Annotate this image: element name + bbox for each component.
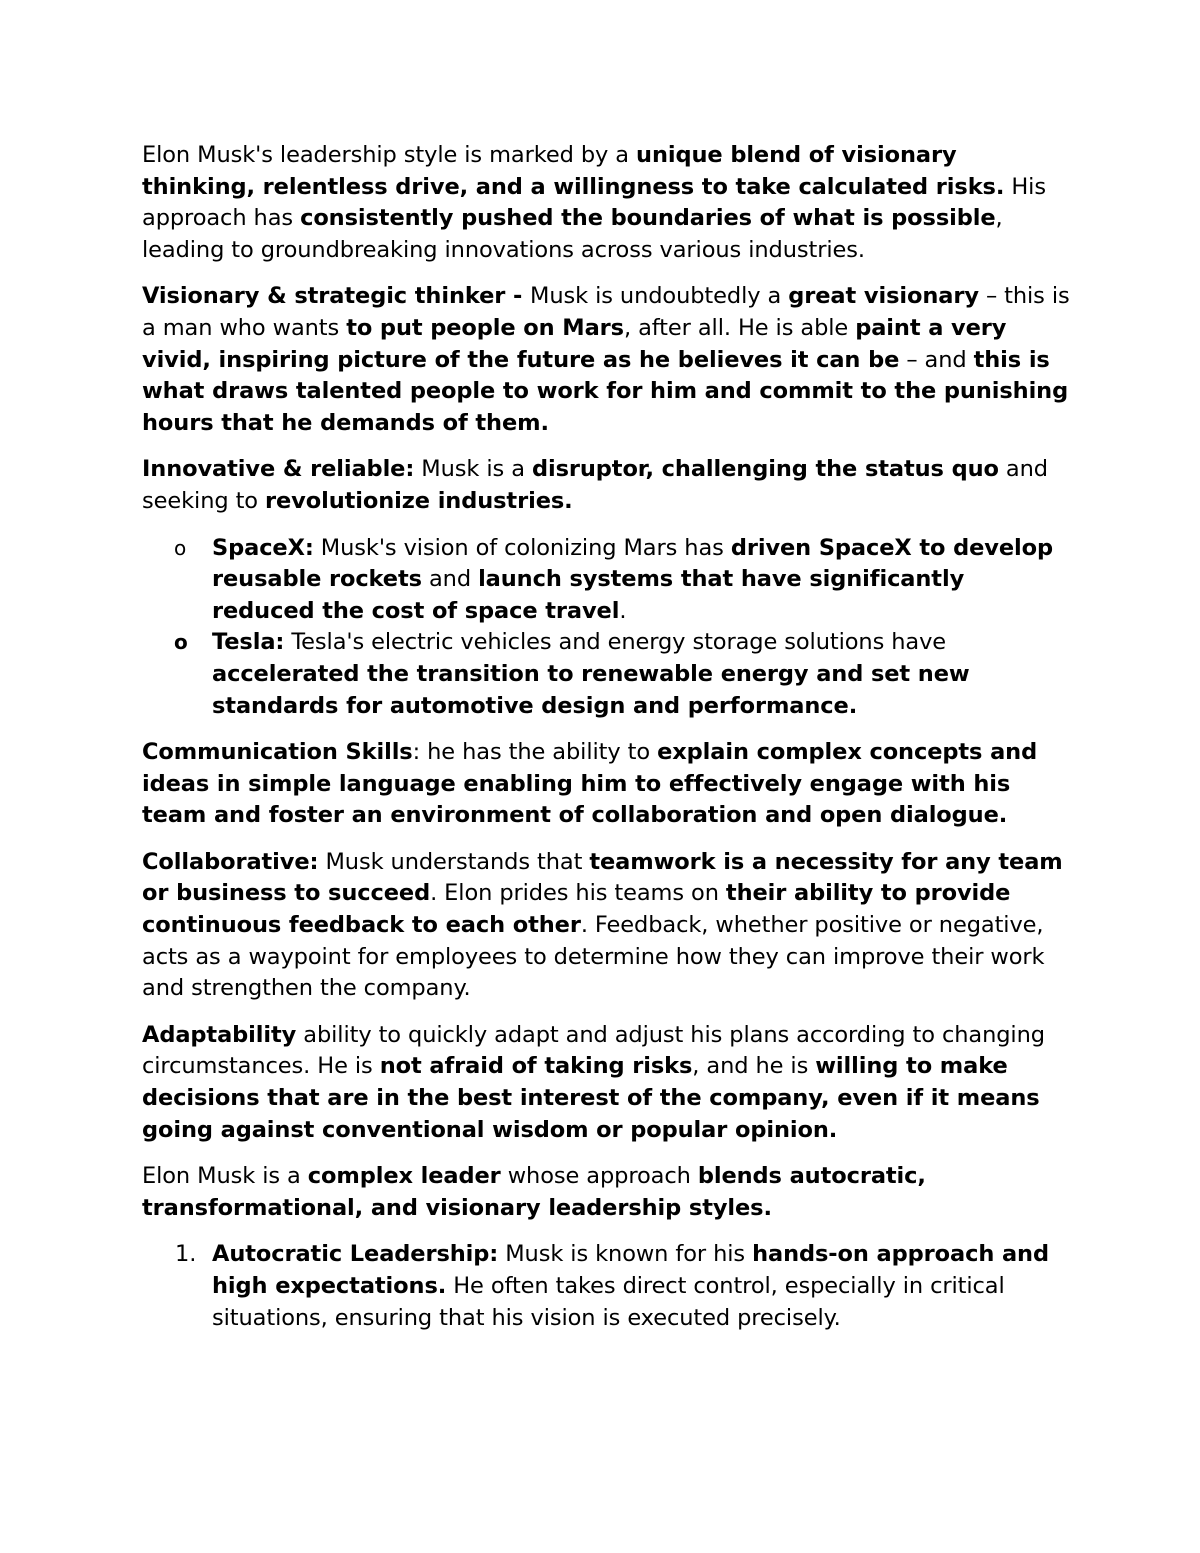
text-run: Musk's vision of colonizing Mars has xyxy=(313,534,731,561)
bullet-marker: o xyxy=(174,630,188,655)
text-run: . Feedback, whether positive or negative, acts as a waypoint for employees to determine how they can improve their work and strengthen the company. xyxy=(142,912,1045,1002)
bullet-marker: o xyxy=(174,535,187,560)
leadership-styles-list xyxy=(142,1239,1072,1334)
number-marker: 1. xyxy=(175,1241,197,1268)
bold-text-run: disruptor, challenging the status quo xyxy=(531,456,999,483)
bold-text-run: complex leader xyxy=(307,1163,501,1190)
adaptability-paragraph xyxy=(142,1020,1072,1146)
text-run: – and xyxy=(899,346,974,373)
bold-text-run: SpaceX: xyxy=(212,534,314,561)
text-run: , after all. He is able xyxy=(623,314,856,341)
bold-text-run: not afraid of taking risks xyxy=(379,1053,693,1080)
collaborative-paragraph xyxy=(142,847,1072,1005)
bold-text-run: Autocratic Leadership: xyxy=(212,1241,499,1268)
bold-text-run: consistently pushed the boundaries of what is possible xyxy=(300,205,996,232)
bold-text-run: Communication Skills xyxy=(142,739,413,766)
bold-text-run: to put people on Mars xyxy=(346,314,624,341)
innovation-bullet-list xyxy=(142,533,1072,723)
bold-text-run: great visionary xyxy=(788,283,979,310)
intro-paragraph xyxy=(142,140,1072,266)
document-page xyxy=(142,140,1072,1349)
bullet-text xyxy=(212,629,970,718)
bold-text-run: Collaborative: xyxy=(142,848,319,875)
text-run: . Elon prides his teams on xyxy=(430,880,726,907)
text-run: : he has the ability to xyxy=(412,739,658,766)
text-run: , and he is xyxy=(692,1053,816,1080)
bold-text-run: teamwork is a necessity for any team or business to succeed xyxy=(142,848,1063,907)
text-run: ability to quickly adapt and adjust his plans according to changing circumstances. He is xyxy=(142,1021,1045,1080)
bold-text-run: Visionary & strategic thinker - xyxy=(142,283,531,310)
bold-text-run: Tesla: xyxy=(212,629,285,656)
text-run: and xyxy=(421,566,479,593)
text-run: Musk is known for his xyxy=(498,1241,753,1268)
bold-text-run: driven SpaceX to develop reusable rockets xyxy=(212,534,1054,593)
text-run: and seeking to xyxy=(142,456,1048,514)
bold-text-run: accelerated the transition to renewable energy and set new standards for automotive design and performance. xyxy=(212,660,970,719)
complex-leader-paragraph xyxy=(142,1161,1072,1224)
list-item xyxy=(142,1239,1072,1334)
bold-text-run: unique blend of visionary thinking, relentless drive, and a willingness to take calculated risks. xyxy=(142,142,1005,200)
bullet-text xyxy=(212,535,1053,624)
bold-text-run: explain complex concepts and ideas in simple language enabling him to effectively engage with his team and foster an environment of collaboration and open dialogue. xyxy=(142,739,1038,829)
communication-paragraph xyxy=(142,737,1072,832)
list-item xyxy=(142,627,1072,722)
bold-text-run: revolutionize industries. xyxy=(265,487,573,514)
bold-text-run: willing to make decisions that are in the best interest of the company, even if it means going against conventional wisdom or popular opinion. xyxy=(142,1053,1040,1143)
text-run: He often takes direct control, especially in critical situations, ensuring that his vision is executed precisely. xyxy=(212,1273,1005,1331)
innovative-paragraph xyxy=(142,454,1072,517)
bold-text-run: this is what draws talented people to work for him and commit to the punishing hours that he demands of them. xyxy=(142,346,1069,436)
list-item xyxy=(142,533,1072,628)
bold-text-run: Innovative & reliable: xyxy=(142,456,415,483)
text-run: Musk understands that xyxy=(318,848,590,875)
bold-text-run: Adaptability xyxy=(142,1021,297,1048)
text-run: Elon Musk's leadership style is marked by a xyxy=(142,142,637,168)
text-run: His approach has xyxy=(142,173,1046,232)
bold-text-run: hands-on approach and high expectations. xyxy=(212,1241,1049,1299)
text-run: Elon Musk is a xyxy=(142,1163,308,1190)
text-run: Musk is a xyxy=(414,456,532,483)
bold-text-run: paint a very vivid, inspiring picture of the future as he believes it can be xyxy=(142,314,1007,373)
bold-text-run: their ability to provide continuous feedback to each other xyxy=(142,880,1011,939)
visionary-paragraph xyxy=(142,281,1072,439)
text-run: . xyxy=(619,597,627,624)
bold-text-run: launch systems that have significantly reduced the cost of space travel xyxy=(212,566,965,624)
list-item-text xyxy=(212,1241,1049,1330)
text-run: , leading to groundbreaking innovations across various industries. xyxy=(142,205,1003,263)
text-run: whose approach xyxy=(500,1163,698,1190)
text-run: – this is a man who wants xyxy=(142,283,1070,341)
text-run: Tesla's electric vehicles and energy storage solutions have xyxy=(284,629,947,656)
text-run: Musk is undoubtedly a xyxy=(530,283,789,310)
bold-text-run: blends autocratic, transformational, and visionary leadership styles. xyxy=(142,1163,926,1221)
